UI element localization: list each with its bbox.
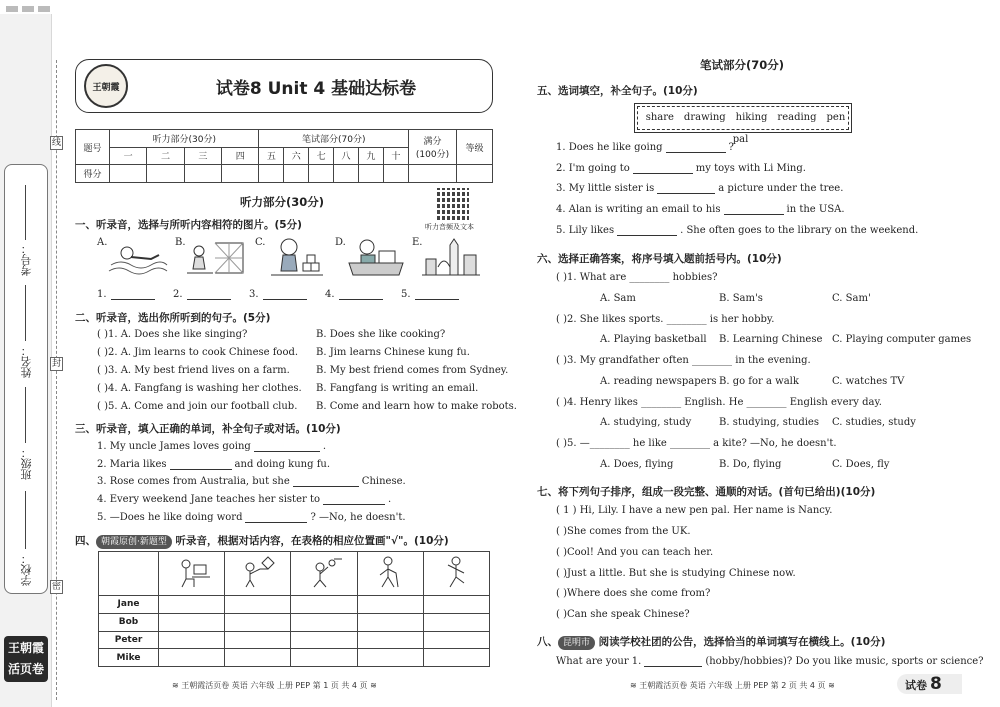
school-line <box>25 491 26 549</box>
check-cell[interactable] <box>357 613 423 631</box>
check-cell[interactable] <box>159 631 225 649</box>
basketball-activity-icon <box>291 552 357 596</box>
title-box <box>75 59 493 113</box>
pic-letter: C. <box>255 237 266 248</box>
s6-option: B. studying, studies <box>719 417 819 428</box>
s3-item[interactable]: 3. Rose comes from Australia, but she Chinese. <box>97 476 406 487</box>
cut-mark-3: 密 <box>51 582 61 592</box>
s5-item[interactable]: 2. I'm going to my toys with Li Ming. <box>556 163 806 174</box>
word-bank <box>637 106 849 145</box>
s2-option-b: B. Fangfang is writing an email. <box>316 383 479 394</box>
s2-option-a[interactable]: ( )5. A. Come and join our football club. <box>97 401 298 412</box>
class-label: 班级： <box>20 447 33 480</box>
check-cell[interactable] <box>291 596 357 614</box>
score-cell[interactable] <box>383 165 408 183</box>
check-cell[interactable] <box>225 596 291 614</box>
col-num: 七 <box>309 147 334 165</box>
check-cell[interactable] <box>357 649 423 667</box>
check-cell[interactable] <box>423 613 489 631</box>
s6-question[interactable]: ( )3. My grandfather often ________ in the evening. <box>556 355 811 366</box>
score-cell[interactable] <box>409 165 457 183</box>
answer-3[interactable]: 3. <box>249 289 307 300</box>
city-tower-picture <box>420 235 482 279</box>
col-num: 五 <box>259 147 284 165</box>
check-cell[interactable] <box>291 649 357 667</box>
activity-table <box>98 551 490 667</box>
score-cell[interactable] <box>457 165 493 183</box>
score-cell[interactable] <box>222 165 259 183</box>
s6-option: A. Sam <box>600 293 636 304</box>
word-bank-item: pen pal <box>732 112 846 145</box>
s6-option: A. reading newspapers <box>600 376 717 387</box>
check-cell[interactable] <box>423 649 489 667</box>
check-cell[interactable] <box>159 649 225 667</box>
check-cell[interactable] <box>225 631 291 649</box>
s6-option: A. Does, flying <box>600 459 674 470</box>
dancing-activity-icon <box>423 552 489 596</box>
name-line <box>25 285 26 341</box>
s6-question[interactable]: ( )5. —________ he like ________ a kite? —No, he doesn't. <box>556 438 837 449</box>
school-label: 学校： <box>20 553 33 586</box>
s2-option-a[interactable]: ( )3. A. My best friend lives on a farm. <box>97 365 290 376</box>
s6-question[interactable]: ( )2. She likes sports. ________ is her hobby. <box>556 314 775 325</box>
s6-option: C. studies, study <box>832 417 916 428</box>
col-num: 一 <box>110 147 147 165</box>
footer-left: ≋ 王朝霞活页卷 英语 六年级 上册 PEP 第 1 页 共 4 页 ≋ <box>172 681 377 690</box>
row-name: Jane <box>99 596 159 614</box>
score-cell[interactable] <box>184 165 221 183</box>
binding-strip <box>0 14 52 707</box>
s6-option: C. Sam' <box>832 293 871 304</box>
s7-sentence[interactable]: ( )Can she speak Chinese? <box>556 609 690 620</box>
s2-option-b: B. Jim learns Chinese kung fu. <box>316 347 470 358</box>
check-cell[interactable] <box>225 649 291 667</box>
check-cell[interactable] <box>291 631 357 649</box>
s6-option: B. Learning Chinese <box>719 334 823 345</box>
row-name: Mike <box>99 649 159 667</box>
word-bank-item: reading <box>777 112 817 123</box>
exam-no-label: 考号： <box>20 243 33 276</box>
section5-title: 五、选词填空，补全句子。(10分) <box>537 85 698 97</box>
check-cell[interactable] <box>159 596 225 614</box>
s5-item[interactable]: 3. My little sister is a picture under the tree. <box>556 183 844 194</box>
score-row-head: 得分 <box>76 165 110 183</box>
col-num: 二 <box>147 147 184 165</box>
computer-activity-icon <box>159 552 225 596</box>
s2-option-b: B. My best friend comes from Sydney. <box>316 365 509 376</box>
s3-item[interactable]: 5. —Does he like doing word ? —No, he doesn't. <box>97 512 406 523</box>
writing-head: 笔试部分(70分) <box>259 130 409 148</box>
s7-sentence[interactable]: ( )Where does she come from? <box>556 588 711 599</box>
s6-option: B. Sam's <box>719 293 763 304</box>
score-cell[interactable] <box>284 165 309 183</box>
s6-option: C. Does, fly <box>832 459 890 470</box>
student-info-panel <box>4 164 48 594</box>
answer-1[interactable]: 1. <box>97 289 155 300</box>
s8-line[interactable]: What are your 1. (hobby/hobbies)? Do you like music, sports or science? <box>556 656 984 667</box>
s7-sentence[interactable]: ( )Cool! And you can teach her. <box>556 547 714 558</box>
writing-section-title: 笔试部分(70分) <box>700 58 785 72</box>
brand-emblem: 王朝霞 <box>84 64 128 108</box>
kite-activity-icon <box>225 552 291 596</box>
s2-option-a[interactable]: ( )1. A. Does she like singing? <box>97 329 248 340</box>
answer-2[interactable]: 2. <box>173 289 231 300</box>
pic-letter: D. <box>335 237 346 248</box>
s2-option-b: B. Does she like cooking? <box>316 329 446 340</box>
col-num: 六 <box>284 147 309 165</box>
s5-item[interactable]: 5. Lily likes . She often goes to the library on the weekend. <box>556 225 919 236</box>
boy-blocks-picture <box>265 235 327 279</box>
boy-desk-picture <box>345 235 407 279</box>
level-head: 等级 <box>457 130 493 165</box>
col-num: 四 <box>222 147 259 165</box>
listening-section-title: 听力部分(30分) <box>240 195 325 209</box>
check-cell[interactable] <box>291 613 357 631</box>
s7-sentence: ( 1 ) Hi, Lily. I have a new pen pal. Her name is Nancy. <box>556 505 833 516</box>
s3-item[interactable]: 2. Maria likes and doing kung fu. <box>97 459 331 470</box>
page-badge: 试卷 8 <box>897 674 962 694</box>
s6-question[interactable]: ( )1. What are ________ hobbies? <box>556 272 718 283</box>
score-cell[interactable] <box>334 165 359 183</box>
col-num: 三 <box>184 147 221 165</box>
score-cell[interactable] <box>259 165 284 183</box>
s3-item[interactable]: 4. Every weekend Jane teaches her sister to . <box>97 494 392 505</box>
s3-item[interactable]: 1. My uncle James loves going . <box>97 441 326 452</box>
row-name: Peter <box>99 631 159 649</box>
s6-option: C. watches TV <box>832 376 905 387</box>
col-num: 八 <box>334 147 359 165</box>
s6-option: A. studying, study <box>600 417 692 428</box>
sitting-reading-picture <box>185 235 247 279</box>
section2-title: 二、听录音，选出你所听到的句子。(5分) <box>75 312 271 324</box>
original-badge: 朝霞原创·新题型 <box>96 535 172 549</box>
section6-title: 六、选择正确答案，将序号填入题前括号内。(10分) <box>537 253 782 265</box>
check-cell[interactable] <box>423 596 489 614</box>
word-bank-item: hiking <box>735 112 768 123</box>
row-name: Bob <box>99 613 159 631</box>
cut-mark-1: 线 <box>51 138 61 148</box>
score-cell[interactable] <box>147 165 184 183</box>
swimming-picture <box>107 235 169 279</box>
section8-title: 八、 昆明市 阅读学校社团的公告，选择恰当的单词填写在横线上。(10分) <box>537 636 886 648</box>
score-cell[interactable] <box>110 165 147 183</box>
qr-caption: 听力音频及文本 <box>425 223 474 231</box>
exam-no-line <box>25 185 26 240</box>
s5-item[interactable]: 1. Does he like going ? <box>556 142 734 153</box>
section1-title: 一、听录音，选择与所听内容相符的图片。(5分) <box>75 219 302 231</box>
check-cell[interactable] <box>357 631 423 649</box>
listening-head: 听力部分(30分) <box>110 130 259 148</box>
footer-right: ≋ 王朝霞活页卷 英语 六年级 上册 PEP 第 2 页 共 4 页 ≋ <box>630 681 835 690</box>
section4-title: 四、 朝霞原创·新题型 听录音，根据对话内容，在表格的相应位置画"√"。(10分) <box>75 535 449 547</box>
cut-mark-2: 封 <box>51 359 61 369</box>
score-table <box>75 129 493 183</box>
class-line <box>25 387 26 443</box>
col-num: 九 <box>358 147 383 165</box>
s6-option: A. Playing basketball <box>600 334 707 345</box>
answer-4[interactable]: 4. <box>325 289 383 300</box>
check-cell[interactable] <box>357 596 423 614</box>
section7-title: 七、将下列句子排序，组成一段完整、通顺的对话。(首句已给出)(10分) <box>537 486 876 498</box>
pic-letter: E. <box>412 237 423 248</box>
s2-option-b: B. Come and learn how to make robots. <box>316 401 517 412</box>
score-cell[interactable] <box>358 165 383 183</box>
paper-title: 试卷8 Unit 4 基础达标卷 <box>215 79 417 99</box>
s6-option: B. go for a walk <box>719 376 799 387</box>
s7-sentence[interactable]: ( )Just a little. But she is studying Chinese now. <box>556 568 796 579</box>
cut-line <box>56 60 57 700</box>
section3-title: 三、听录音，填入正确的单词，补全句子或对话。(10分) <box>75 423 341 435</box>
check-cell[interactable] <box>159 613 225 631</box>
word-bank-item: share <box>645 112 674 123</box>
check-cell[interactable] <box>423 631 489 649</box>
s2-option-a[interactable]: ( )2. A. Jim learns to cook Chinese food. <box>97 347 299 358</box>
question-no-head: 题号 <box>76 130 110 165</box>
pic-letter: A. <box>97 237 108 248</box>
s6-option: B. Do, flying <box>719 459 782 470</box>
s2-option-a[interactable]: ( )4. A. Fangfang is washing her clothes. <box>97 383 302 394</box>
word-bank-item: drawing <box>683 112 726 123</box>
name-label: 姓名： <box>20 345 33 378</box>
side-logo: 王朝霞 活页卷 <box>4 636 48 682</box>
region-badge: 昆明市 <box>558 636 595 650</box>
full-marks-head: 满分 (100分) <box>409 130 457 165</box>
col-num: 十 <box>383 147 408 165</box>
s6-option: C. Playing computer games <box>832 334 972 345</box>
s6-question[interactable]: ( )4. Henry likes ________ English. He ________ English every day. <box>556 397 882 408</box>
hiking-activity-icon <box>357 552 423 596</box>
check-cell[interactable] <box>225 613 291 631</box>
top-edge-marks <box>0 0 1000 14</box>
answer-5[interactable]: 5. <box>401 289 459 300</box>
s7-sentence[interactable]: ( )She comes from the UK. <box>556 526 691 537</box>
pic-letter: B. <box>175 237 186 248</box>
s5-item[interactable]: 4. Alan is writing an email to his in the USA. <box>556 204 845 215</box>
score-cell[interactable] <box>309 165 334 183</box>
